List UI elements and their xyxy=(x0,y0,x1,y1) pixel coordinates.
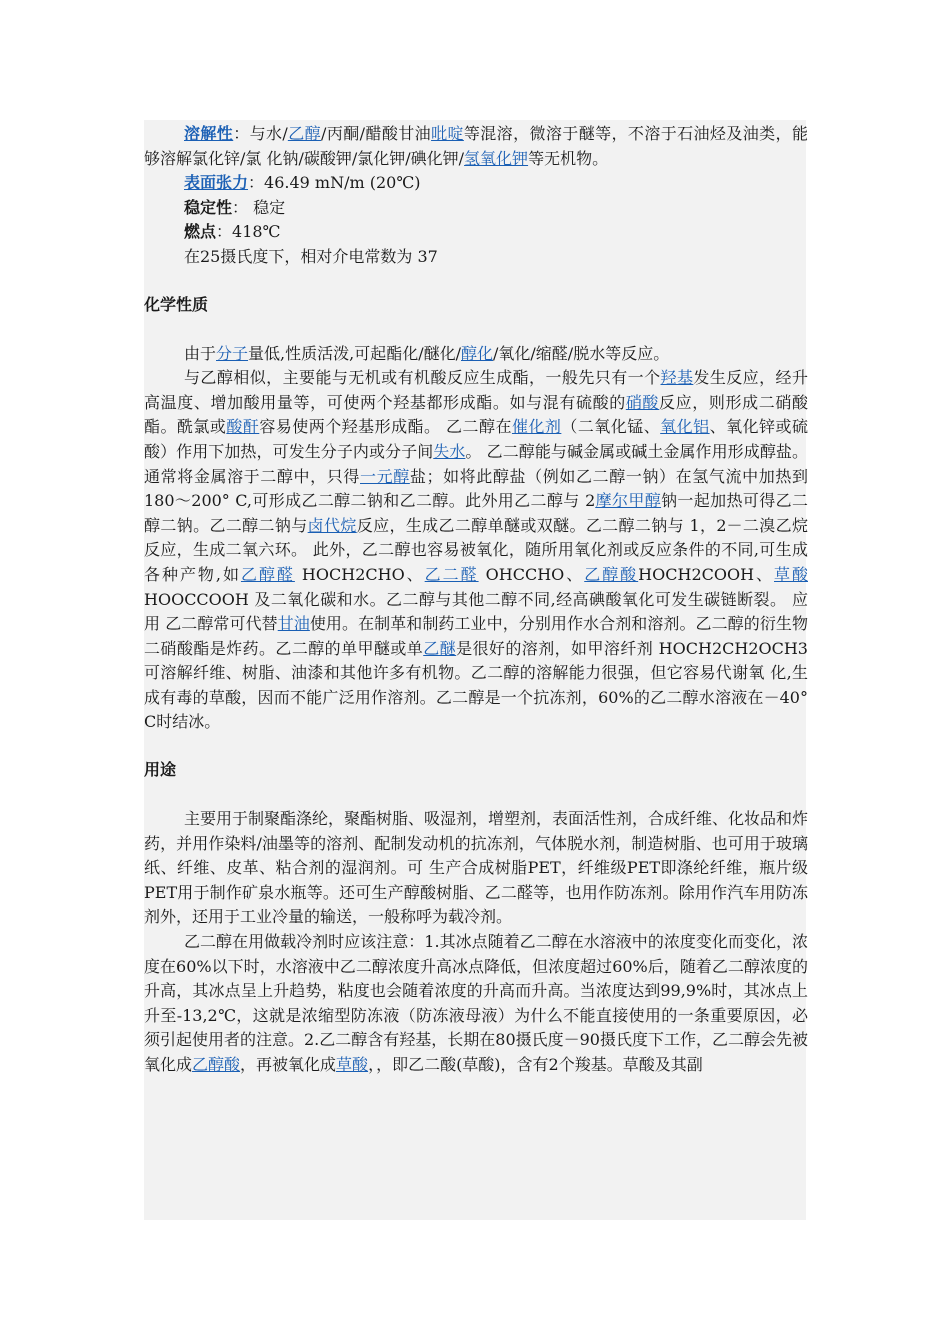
link-molar-methanol[interactable]: 摩尔甲醇 xyxy=(595,491,662,511)
text: /氧化/缩醛/脱水等反应。 xyxy=(493,343,670,363)
text: HOOCCOOH 及二氧化碳和水。乙二醇与其他二醇不同,经高碘酸氧化可发生碳链断裂。 应用 乙二醇常可代替 xyxy=(144,589,808,634)
chemical-properties-heading: 化学性质 xyxy=(144,294,209,314)
text: 反应，生成乙二醇单醚或双醚。乙二醇二钠与 1，2－二溴乙烷反应，生成二氧六环。 此外，乙二醇也容易被氧化，随所用氧化剂或反应条件的不同,可生成各种产物,如 xyxy=(144,515,808,584)
link-nitric-acid[interactable]: 硝酸 xyxy=(625,392,660,412)
uses-paragraph-2 xyxy=(144,930,808,1078)
uses-heading: 用途 xyxy=(144,760,177,780)
link-glycolic-acid-2[interactable]: 乙醇酸 xyxy=(192,1055,241,1074)
surface-tension-label-link[interactable]: 表面张力 xyxy=(184,173,249,193)
text: OHCCHO、 xyxy=(478,564,585,584)
link-glycolaldehyde[interactable]: 乙醇醛 xyxy=(240,564,295,584)
text: ： 稳定 xyxy=(232,197,286,217)
link-glycerol[interactable]: 甘油 xyxy=(277,614,310,634)
text: 、氧化锌或硫酸）作用下加热，可发生分子内或分子间 xyxy=(144,417,808,461)
text: 。 乙二醇能与碱金属或碱土金属作用形成醇盐。通常将金属溶于二醇中，只得 xyxy=(144,441,808,486)
document-body xyxy=(144,122,808,1078)
link-pyridine[interactable]: 吡啶 xyxy=(431,124,464,143)
text: ：与水/ xyxy=(233,124,288,143)
dielectric-line: 在25摄氏度下，相对介电常数为 37 xyxy=(184,246,438,266)
chem-paragraph-1 xyxy=(144,342,808,367)
link-alumina[interactable]: 氧化铝 xyxy=(660,417,710,437)
chem-paragraph-2 xyxy=(144,366,808,735)
link-glycolic-acid[interactable]: 乙醇酸 xyxy=(584,564,639,584)
text: ：418℃ xyxy=(216,222,281,242)
text: 量低,性质活泼,可起酯化/醚化/ xyxy=(248,343,461,363)
text: 由于 xyxy=(184,343,217,363)
link-alcoholysis[interactable]: 醇化 xyxy=(461,343,494,363)
text: 钠一起加热可得乙二醇二钠。乙二醇二钠与 xyxy=(144,491,808,535)
text: /丙酮/醋酸甘油 xyxy=(321,124,432,143)
text: ：46.49 mN/m (20℃) xyxy=(248,173,421,193)
link-glyoxal[interactable]: 乙二醛 xyxy=(424,564,479,584)
link-haloalkane[interactable]: 卤代烷 xyxy=(307,515,357,535)
text: 容易使两个羟基形成酯。 乙二醇在 xyxy=(259,417,512,437)
text: 乙二醇在用做载冷剂时应该注意：1.其冰点随着乙二醇在水溶液中的浓度变化而变化，浓度在60%以下时，水溶液中乙二醇浓度升高冰点降低，但浓度超过60%后，随着乙二醇浓度的升高，其冰点呈上升趋势，粘度也会随着浓度的升高而升高。当浓度达到99,9%时，其冰点上升至-13,2℃，这就是浓缩型防冻液（防冻液母液）为什么不能直接使用的一条重要原因，必须引起使用者的注意。2.乙二醇含有羟基，长期在80摄氏度－90摄氏度下工作，乙二醇会先被氧化成 xyxy=(144,932,808,1074)
surface-tension-line xyxy=(144,171,808,196)
stability-label: 稳定性 xyxy=(184,197,233,217)
flash-point-line xyxy=(144,220,808,245)
link-molecule[interactable]: 分子 xyxy=(216,343,249,363)
text: HOCH2CHO、 xyxy=(294,564,425,584)
link-anhydride[interactable]: 酸酐 xyxy=(226,417,260,437)
text: 等混溶，微溶于醚等，不溶于石油烃及油类，能够溶解氯化锌/氯 化钠/碳酸钾/氯化钾/碘化钾/ xyxy=(144,124,808,168)
text: 使用。在制革和制药工业中，分别用作水合剂和溶剂。乙二醇的衍生物二硝酸酯是炸药。乙二醇的单甲醚或单 xyxy=(144,614,808,658)
link-oxalic-acid[interactable]: 草酸 xyxy=(774,564,808,584)
link-monohydric-alcohol[interactable]: 一元醇 xyxy=(360,466,410,486)
text: 盐；如将此醇盐（例如乙二醇一钠）在氢气流中加热到 180～200° C,可形成乙二醇二钠和乙二醇。此外用乙二醇与 2 xyxy=(144,466,808,511)
text: 反应，则形成二硝酸酯。酰氯或 xyxy=(144,392,808,437)
text: ，，即乙二酸(草酸)，含有2个羧基。草酸及其副 xyxy=(368,1055,703,1074)
text: 发生反应，经升高温度、增加酸用量等，可使两个羟基都形成酯。如与混有硫酸的 xyxy=(144,368,808,412)
link-ether[interactable]: 乙醚 xyxy=(423,638,457,658)
link-oxalic-acid-2[interactable]: 草酸 xyxy=(336,1055,369,1074)
link-ethanol[interactable]: 乙醇 xyxy=(287,124,322,143)
link-dehydration[interactable]: 失水 xyxy=(433,441,466,461)
text: ，再被氧化成 xyxy=(240,1055,337,1074)
solubility-label-link[interactable]: 溶解性 xyxy=(184,124,234,143)
text: 与乙醇相似，主要能与无机或有机酸反应生成酯，一般先只有一个 xyxy=(184,368,661,388)
link-hydroxyl[interactable]: 羟基 xyxy=(660,368,694,388)
flash-point-label: 燃点 xyxy=(184,222,217,242)
text: 等无机物。 xyxy=(528,148,609,168)
link-potassium-hydroxide[interactable]: 氢氧化钾 xyxy=(464,148,529,168)
stability-line xyxy=(144,196,808,221)
text: （二氧化锰、 xyxy=(561,417,661,437)
text: HOCH2COOH、 xyxy=(638,564,774,584)
uses-paragraph-1: 主要用于制聚酯涤纶，聚酯树脂、吸湿剂，增塑剂，表面活性剂，合成纤维、化妆品和炸药，并用作染料/油墨等的溶剂、配制发动机的抗冻剂，气体脱水剂，制造树脂、也可用于玻璃纸、纤维、皮革、粘合剂的湿润剂。可 生产合成树脂PET，纤维级PET即涤纶纤维，瓶片级PET用于制作矿泉水瓶等。还可生产醇酸树脂、乙二醛等，也用作防冻剂。除用作汽车用防冻剂外，还用于工业冷量的输送，一般称呼为载冷剂。 xyxy=(144,809,809,927)
solubility-paragraph xyxy=(144,122,808,171)
text: 是很好的溶剂，如甲溶纤剂 HOCH2CH2OCH3 可溶解纤维、树脂、油漆和其他许多有机物。乙二醇的溶解能力很强，但它容易代谢氧 化,生成有毒的草酸，因而不能广泛用作溶剂。乙二醇是一个抗冻剂，60%的乙二醇水溶液在－40° C时结冰。 xyxy=(144,638,808,732)
link-catalyst[interactable]: 催化剂 xyxy=(511,417,562,437)
